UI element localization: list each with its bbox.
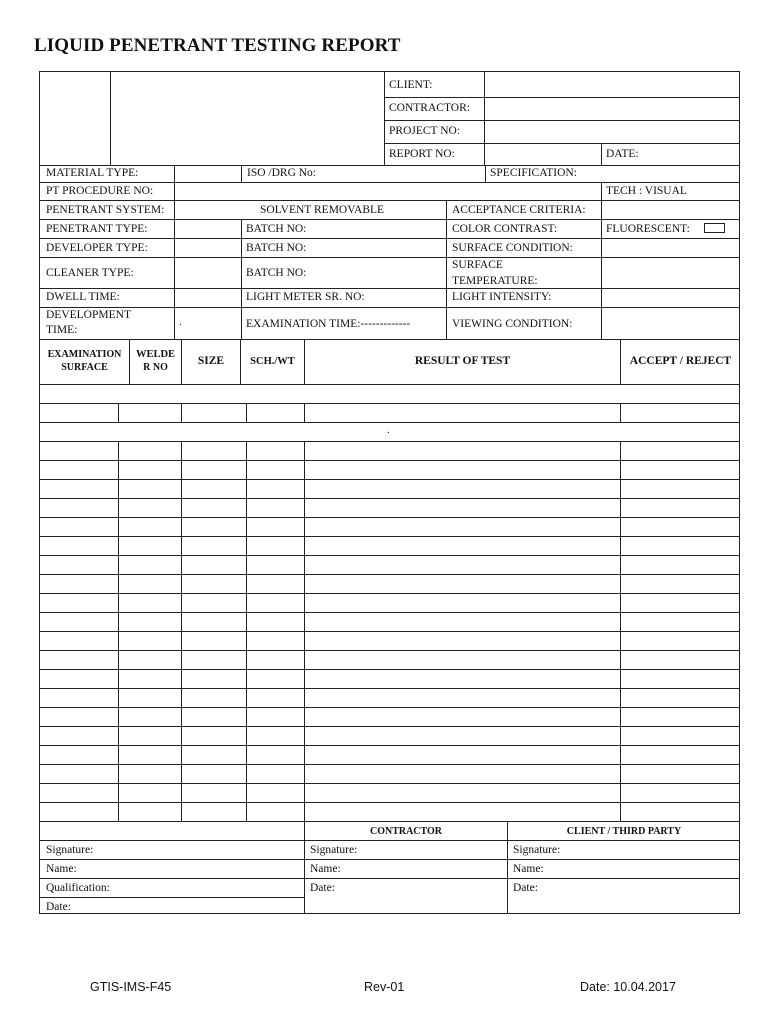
grid-line <box>620 650 621 669</box>
grid-line <box>620 460 621 479</box>
stray-mark: . <box>387 424 390 436</box>
grid-line <box>620 593 621 612</box>
grid-line <box>174 219 175 339</box>
grid-line <box>118 707 119 726</box>
grid-line <box>39 165 740 166</box>
grid-line <box>39 517 740 518</box>
grid-line <box>304 574 305 593</box>
grid-line <box>174 200 175 219</box>
grid-line <box>304 764 305 783</box>
grid-line <box>39 574 740 575</box>
grid-line <box>39 688 740 689</box>
date-label: Date: <box>46 901 71 913</box>
grid-line <box>118 764 119 783</box>
grid-line <box>39 650 740 651</box>
grid-line <box>39 460 740 461</box>
grid-line <box>118 783 119 802</box>
grid-line <box>304 650 305 669</box>
grid-line <box>39 612 740 613</box>
batch-no-label: BATCH NO: <box>246 223 307 235</box>
grid-line <box>181 650 182 669</box>
grid-line <box>118 441 119 460</box>
grid-line <box>39 821 740 822</box>
surface-condition-label: SURFACE CONDITION: <box>452 242 573 254</box>
grid-line <box>39 238 740 239</box>
grid-line <box>620 764 621 783</box>
grid-line <box>620 669 621 688</box>
grid-line <box>39 384 740 385</box>
grid-line <box>246 460 247 479</box>
grid-line <box>620 555 621 574</box>
grid-line <box>620 403 621 422</box>
grid-line <box>118 745 119 764</box>
grid-line <box>246 669 247 688</box>
col-header-result-of-test: RESULT OF TEST <box>414 355 511 367</box>
grid-line <box>304 707 305 726</box>
grid-line <box>181 498 182 517</box>
grid-line <box>246 707 247 726</box>
grid-line <box>118 593 119 612</box>
grid-line <box>384 97 740 98</box>
grid-line <box>246 536 247 555</box>
contractor-header: CONTRACTOR <box>369 826 443 837</box>
grid-line <box>246 479 247 498</box>
batch-no-label: BATCH NO: <box>246 267 307 279</box>
grid-line <box>39 764 740 765</box>
grid-line <box>174 182 175 200</box>
date-label: DATE: <box>606 148 639 160</box>
grid-line <box>620 802 621 821</box>
date-label: Date: <box>513 882 538 894</box>
grid-line <box>39 182 740 183</box>
grid-line <box>304 783 305 802</box>
grid-line <box>118 688 119 707</box>
batch-no-label: BATCH NO: <box>246 242 307 254</box>
grid-line <box>118 460 119 479</box>
grid-line <box>118 555 119 574</box>
grid-line <box>39 200 740 201</box>
grid-line <box>620 726 621 745</box>
grid-line <box>304 726 305 745</box>
grid-line <box>241 219 242 339</box>
grid-line <box>304 802 305 821</box>
col-header-welder-no: R NO <box>143 362 168 373</box>
dwell-time-label: DWELL TIME: <box>46 291 120 303</box>
grid-line <box>304 441 305 460</box>
grid-line <box>620 517 621 536</box>
grid-line <box>118 802 119 821</box>
cleaner-type-label: CLEANER TYPE: <box>46 267 134 279</box>
pt-procedure-label: PT PROCEDURE NO: <box>46 185 154 197</box>
grid-line <box>304 479 305 498</box>
grid-line <box>39 897 305 898</box>
grid-line <box>384 72 385 165</box>
grid-line <box>118 631 119 650</box>
grid-line <box>304 555 305 574</box>
grid-line <box>304 403 305 422</box>
grid-line <box>620 745 621 764</box>
color-contrast-label: COLOR CONTRAST: <box>452 223 558 235</box>
grid-line <box>446 219 447 339</box>
grid-line <box>304 745 305 764</box>
grid-line <box>39 536 740 537</box>
grid-line <box>181 745 182 764</box>
penetrant-type-label: PENETRANT TYPE: <box>46 223 148 235</box>
surface-temperature-label: TEMPERATURE: <box>452 275 538 287</box>
grid-line <box>620 441 621 460</box>
grid-line <box>181 403 182 422</box>
viewing-condition-label: VIEWING CONDITION: <box>452 318 573 330</box>
grid-line <box>39 631 740 632</box>
grid-line <box>39 307 740 308</box>
col-header-examination-surface: SURFACE <box>61 362 108 373</box>
grid-line <box>246 631 247 650</box>
surface-temperature-label: SURFACE <box>452 259 503 271</box>
form-number: GTIS-IMS-F45 <box>90 980 172 994</box>
grid-line <box>304 669 305 688</box>
grid-line <box>181 688 182 707</box>
development-time-value: . <box>179 316 182 328</box>
grid-line <box>39 745 740 746</box>
client-third-party-header: CLIENT / THIRD PARTY <box>566 826 682 837</box>
grid-line <box>246 517 247 536</box>
grid-line <box>118 574 119 593</box>
grid-line <box>39 669 740 670</box>
grid-line <box>601 182 602 200</box>
revision: Rev-01 <box>364 980 405 994</box>
grid-line <box>620 536 621 555</box>
grid-line <box>181 764 182 783</box>
grid-line <box>39 555 740 556</box>
grid-line <box>484 72 485 165</box>
grid-line <box>384 120 740 121</box>
grid-line <box>620 612 621 631</box>
grid-line <box>384 143 740 144</box>
developer-type-label: DEVELOPER TYPE: <box>46 242 148 254</box>
issue-date: Date: 10.04.2017 <box>580 980 676 994</box>
grid-line <box>181 555 182 574</box>
grid-line <box>181 517 182 536</box>
grid-line <box>304 631 305 650</box>
grid-line <box>241 165 242 182</box>
grid-line <box>39 403 740 404</box>
grid-line <box>39 441 740 442</box>
grid-line <box>304 612 305 631</box>
qualification-label: Qualification: <box>46 882 110 894</box>
signature-label: Signature: <box>513 844 561 856</box>
development-time-label: DEVELOPMENT <box>46 309 131 321</box>
grid-line <box>39 783 740 784</box>
grid-line <box>304 498 305 517</box>
grid-line <box>118 669 119 688</box>
grid-line <box>118 498 119 517</box>
col-header-accept-reject: ACCEPT / REJECT <box>629 355 732 367</box>
grid-line <box>246 764 247 783</box>
fluorescent-label: FLUORESCENT: <box>606 223 690 235</box>
grid-line <box>39 593 740 594</box>
grid-line <box>181 441 182 460</box>
grid-line <box>246 403 247 422</box>
grid-line <box>181 783 182 802</box>
grid-line <box>39 726 740 727</box>
grid-line <box>39 859 740 860</box>
grid-line <box>181 536 182 555</box>
col-header-size: SIZE <box>197 355 225 367</box>
specification-label: SPECIFICATION: <box>490 167 577 179</box>
grid-line <box>39 498 740 499</box>
grid-line <box>620 631 621 650</box>
grid-line <box>39 219 740 220</box>
grid-line <box>304 460 305 479</box>
date-label: Date: <box>310 882 335 894</box>
grid-line <box>181 593 182 612</box>
grid-line <box>39 422 740 423</box>
grid-line <box>304 688 305 707</box>
grid-line <box>181 669 182 688</box>
grid-line <box>39 707 740 708</box>
grid-line <box>246 688 247 707</box>
grid-line <box>304 593 305 612</box>
grid-line <box>181 574 182 593</box>
name-label: Name: <box>310 863 341 875</box>
grid-line <box>39 339 740 340</box>
grid-line <box>304 517 305 536</box>
col-header-welder-no: WELDE <box>135 349 176 360</box>
grid-line <box>181 479 182 498</box>
light-meter-label: LIGHT METER SR. NO: <box>246 291 365 303</box>
grid-line <box>620 479 621 498</box>
grid-line <box>620 707 621 726</box>
grid-line <box>620 688 621 707</box>
grid-line <box>620 574 621 593</box>
grid-line <box>39 479 740 480</box>
grid-line <box>39 802 740 803</box>
iso-drg-label: ISO /DRG No: <box>247 167 317 179</box>
grid-line <box>181 802 182 821</box>
grid-line <box>246 574 247 593</box>
grid-line <box>181 726 182 745</box>
signature-label: Signature: <box>46 844 94 856</box>
grid-line <box>246 783 247 802</box>
development-time-label: TIME: <box>46 324 78 336</box>
grid-line <box>118 726 119 745</box>
grid-line <box>246 726 247 745</box>
grid-line <box>174 165 175 182</box>
tech-visual-label: TECH : VISUAL <box>606 185 687 197</box>
grid-line <box>118 650 119 669</box>
project-no-label: PROJECT NO: <box>389 125 461 137</box>
name-label: Name: <box>46 863 77 875</box>
grid-line <box>601 219 602 339</box>
grid-line <box>181 707 182 726</box>
grid-line <box>118 479 119 498</box>
col-header-examination-surface: EXAMINATION <box>47 349 122 360</box>
grid-line <box>246 745 247 764</box>
examination-time-label: EXAMINATION TIME:------------- <box>246 318 411 330</box>
name-label: Name: <box>513 863 544 875</box>
grid-line <box>246 650 247 669</box>
grid-line <box>110 72 111 165</box>
grid-line <box>118 517 119 536</box>
penetrant-system-value: SOLVENT REMOVABLE <box>260 204 385 216</box>
contractor-label: CONTRACTOR: <box>389 102 470 114</box>
grid-line <box>446 200 447 219</box>
grid-line <box>181 460 182 479</box>
grid-line <box>181 612 182 631</box>
grid-line <box>39 257 740 258</box>
grid-line <box>246 802 247 821</box>
material-type-label: MATERIAL TYPE: <box>46 167 139 179</box>
grid-line <box>118 612 119 631</box>
grid-line <box>304 536 305 555</box>
acceptance-criteria-label: ACCEPTANCE CRITERIA: <box>452 204 586 216</box>
grid-line <box>246 441 247 460</box>
grid-line <box>485 165 486 182</box>
grid-line <box>39 878 740 879</box>
grid-line <box>620 783 621 802</box>
signature-label: Signature: <box>310 844 358 856</box>
report-no-label: REPORT NO: <box>389 148 455 160</box>
grid-line <box>601 143 602 165</box>
grid-line <box>601 200 602 219</box>
report-title: LIQUID PENETRANT TESTING REPORT <box>34 35 401 56</box>
grid-line <box>39 840 740 841</box>
client-label: CLIENT: <box>389 79 433 91</box>
col-header-sch-wt: SCH./WT <box>250 356 295 367</box>
grid-line <box>118 403 119 422</box>
grid-line <box>39 288 740 289</box>
grid-line <box>118 536 119 555</box>
grid-line <box>246 593 247 612</box>
penetrant-system-label: PENETRANT SYSTEM: <box>46 204 165 216</box>
grid-line <box>181 631 182 650</box>
grid-line <box>620 498 621 517</box>
grid-line <box>246 612 247 631</box>
grid-line <box>246 498 247 517</box>
grid-line <box>246 555 247 574</box>
fluorescent-checkbox[interactable] <box>704 223 725 233</box>
light-intensity-label: LIGHT INTENSITY: <box>452 291 552 303</box>
